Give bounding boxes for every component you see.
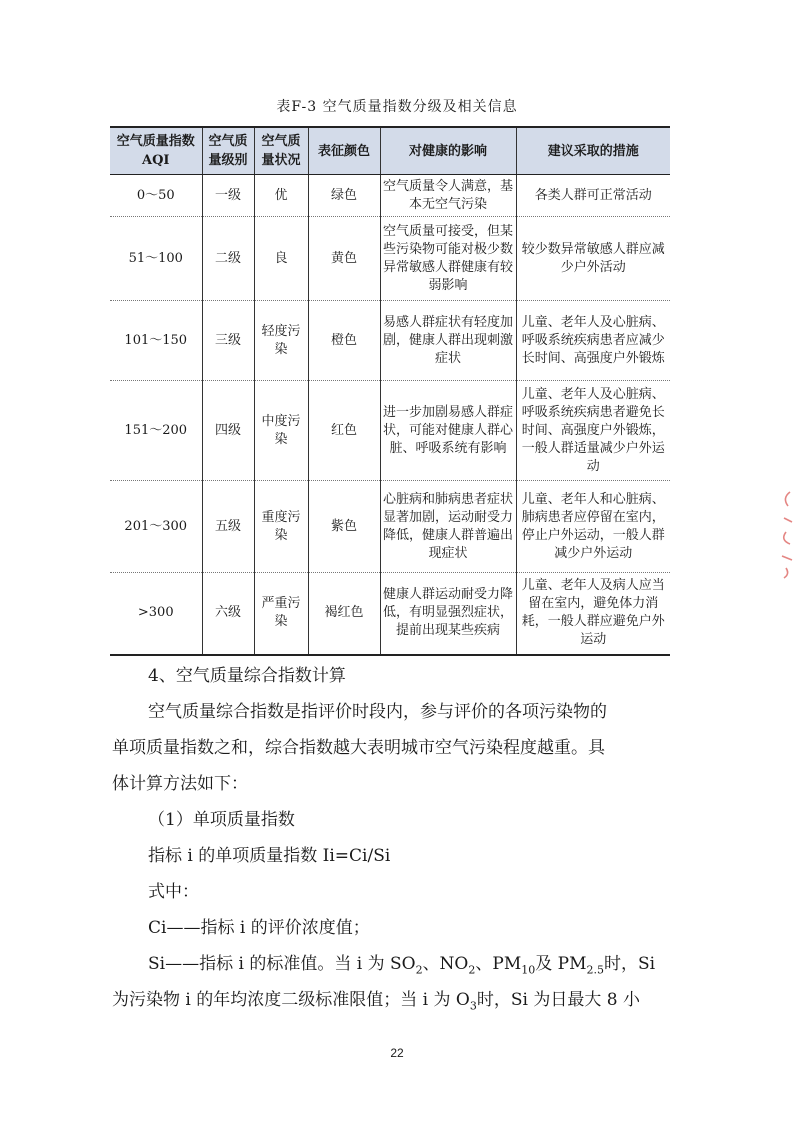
- cell-health: 空气质量令人满意，基本无空气污染: [380, 175, 516, 217]
- table-row: [110, 573, 670, 655]
- si-definition-line2: 为污染物 i 的年均浓度二级标准限值；当 i 为 $O_3$时，Si 为日最大 8 小: [112, 990, 640, 1013]
- cell-health: 空气质量可接受，但某些污染物可能对极少数异常敏感人群健康有较弱影响: [380, 217, 516, 301]
- cell-health: 健康人群运动耐受力降低，有明显强烈症状，提前出现某些疾病: [380, 573, 516, 655]
- cell-color: 紫色: [308, 481, 380, 573]
- cell-aqi: 101～150: [110, 301, 202, 381]
- table-row: [110, 175, 670, 217]
- header-status: 空气质量状况: [254, 127, 308, 175]
- cell-aqi: 151～200: [110, 381, 202, 481]
- cell-level: 五级: [202, 481, 254, 573]
- body-text: [112, 658, 672, 1018]
- stamp-edge-mark: [772, 488, 794, 580]
- cell-status: 优: [254, 175, 308, 217]
- cell-color: 黄色: [308, 217, 380, 301]
- aqi-table: [110, 126, 670, 656]
- table-header-row: [110, 127, 670, 175]
- paragraph-line: 体计算方法如下：: [112, 774, 248, 794]
- formula-line: 指标 i 的单项质量指数 Ii=Ci/Si: [148, 846, 391, 866]
- cell-level: 四级: [202, 381, 254, 481]
- cell-status: 轻度污染: [254, 301, 308, 381]
- table-caption: 表F-3 空气质量指数分级及相关信息: [276, 99, 518, 115]
- cell-level: 一级: [202, 175, 254, 217]
- table-row: [110, 381, 670, 481]
- cell-status: 重度污染: [254, 481, 308, 573]
- cell-color: 橙色: [308, 301, 380, 381]
- table-row: [110, 481, 670, 573]
- ci-definition: Ci——指标 i 的评价浓度值；: [148, 918, 370, 938]
- sub-heading: （1）单项质量指数: [148, 810, 295, 830]
- paragraph-line: 空气质量综合指数是指评价时段内，参与评价的各项污染物的: [148, 702, 607, 722]
- header-color: 表征颜色: [308, 127, 380, 175]
- cell-measure: 儿童、老年人及心脏病、呼吸系统疾病患者避免长时间、高强度户外锻炼，一般人群适量减少户外运动: [516, 381, 670, 481]
- cell-status: 中度污染: [254, 381, 308, 481]
- cell-health: 心脏病和肺病患者症状显著加剧，运动耐受力降低，健康人群普遍出现症状: [380, 481, 516, 573]
- si-definition-line1: Si——指标 i 的标准值。当 i 为 $SO_2$、$NO_2$、$PM_{10}$及 $PM_{2.5}$时，Si: [148, 954, 656, 977]
- cell-status: 良: [254, 217, 308, 301]
- cell-status: 严重污染: [254, 573, 308, 655]
- cell-measure: 较少数异常敏感人群应减少户外活动: [516, 217, 670, 301]
- cell-aqi: 51～100: [110, 217, 202, 301]
- header-level: 空气质量级别: [202, 127, 254, 175]
- cell-color: 红色: [308, 381, 380, 481]
- table-row: [110, 301, 670, 381]
- header-health: 对健康的影响: [380, 127, 516, 175]
- section-heading: 4、空气质量综合指数计算: [148, 666, 346, 686]
- cell-color: 褐红色: [308, 573, 380, 655]
- cell-measure: 儿童、老年人及心脏病、呼吸系统疾病患者应减少长时间、高强度户外锻炼: [516, 301, 670, 381]
- cell-health: 易感人群症状有轻度加剧，健康人群出现刺激症状: [380, 301, 516, 381]
- cell-health: 进一步加剧易感人群症状，可能对健康人群心脏、呼吸系统有影响: [380, 381, 516, 481]
- cell-measure: 儿童、老年人和心脏病、肺病患者应停留在室内，停止户外运动，一般人群减少户外运动: [516, 481, 670, 573]
- paragraph-line: 单项质量指数之和，综合指数越大表明城市空气污染程度越重。具: [112, 738, 605, 758]
- cell-color: 绿色: [308, 175, 380, 217]
- header-aqi: 空气质量指数AQI: [110, 127, 202, 175]
- cell-level: 三级: [202, 301, 254, 381]
- page-number: 22: [390, 1046, 404, 1060]
- cell-aqi: >300: [110, 573, 202, 655]
- cell-aqi: 0～50: [110, 175, 202, 217]
- header-measure: 建议采取的措施: [516, 127, 670, 175]
- cell-level: 二级: [202, 217, 254, 301]
- cell-measure: 儿童、老年人及病人应当留在室内，避免体力消耗，一般人群应避免户外运动: [516, 573, 670, 655]
- table-row: [110, 217, 670, 301]
- where-label: 式中：: [148, 882, 199, 902]
- cell-level: 六级: [202, 573, 254, 655]
- cell-measure: 各类人群可正常活动: [516, 175, 670, 217]
- cell-aqi: 201～300: [110, 481, 202, 573]
